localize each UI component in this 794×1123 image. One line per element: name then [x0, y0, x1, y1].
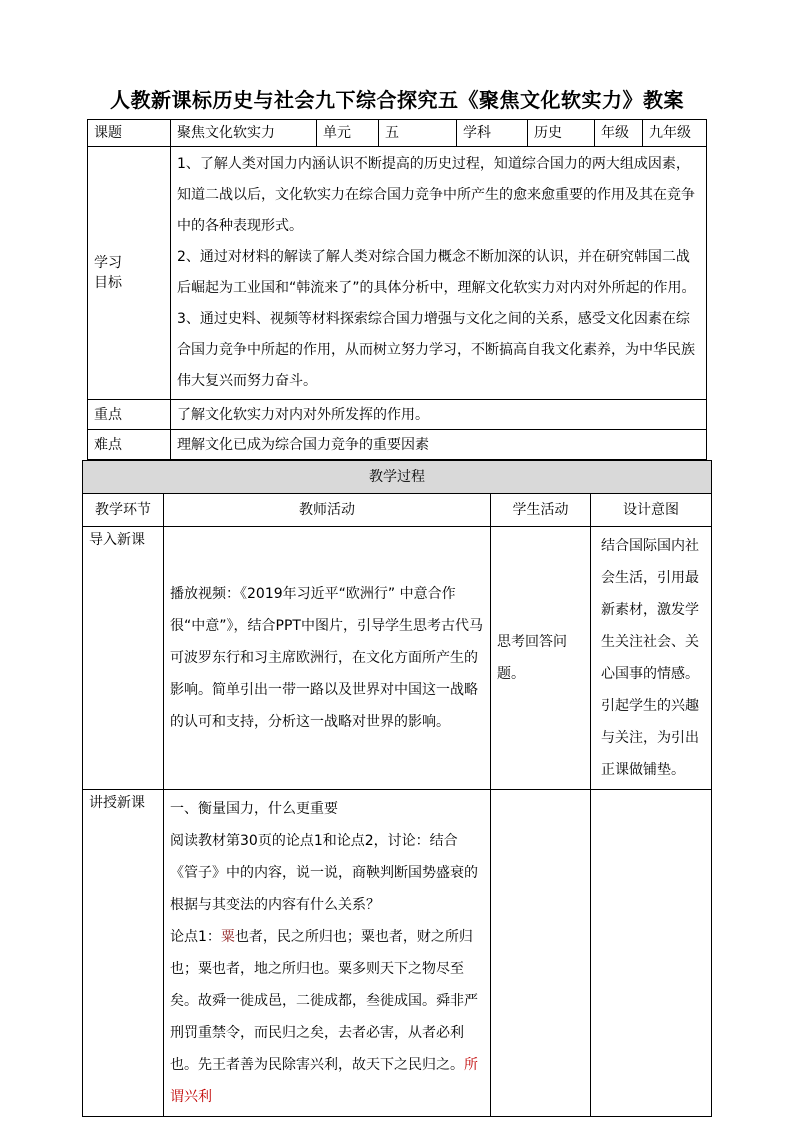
grade-label: 年级: [595, 120, 643, 147]
lecture-row: [83, 790, 712, 1117]
intro-design-intent: 结合国际国内社会生活，引用最新素材，激发学生关注社会、关心国事的情感。引起学生的兴趣与关注，为引出正课做铺垫。: [591, 527, 712, 790]
header-design: 设计意图: [591, 494, 712, 527]
document-title: 人教新课标历史与社会九下综合探究五《聚焦文化软实力》教案: [110, 88, 684, 112]
key-point-label: 重点: [88, 400, 171, 430]
objective-item: 3、通过史料、视频等材料探索综合国力增强与文化之间的关系，感受文化因素在综合国力竞争中所起的作用，从而树立努力学习，不断搞高自我文化素养，为中华民族伟大复兴而努力奋斗。: [177, 311, 695, 389]
lecture-heading: 一、衡量国力，什么更重要: [170, 801, 338, 817]
objectives-content: [171, 147, 707, 400]
point-keyword: 粟: [220, 929, 235, 945]
info-row: [88, 120, 707, 147]
subject-label: 学科: [457, 120, 528, 147]
difficult-point-row: [88, 430, 707, 460]
objectives-label: [88, 147, 171, 400]
objective-item: 2、通过对材料的解读了解人类对综合国力概念不断加深的认识，并在研究韩国二战后崛起为工业国和“韩流来了”的具体分析中，理解文化软实力对内对外所起的作用。: [177, 249, 696, 296]
header-student: 学生活动: [491, 494, 591, 527]
lesson-info-table: [87, 119, 707, 460]
key-point-row: [88, 400, 707, 430]
process-title: 教学过程: [83, 461, 712, 494]
teaching-process-table: [82, 460, 712, 1117]
lecture-design-intent: [591, 790, 712, 1117]
subject-value: 历史: [528, 120, 595, 147]
point-tail: 所谓兴利: [170, 1057, 478, 1105]
intro-stage: 导入新课: [83, 527, 164, 790]
intro-row: [83, 527, 712, 790]
key-point-value: 了解文化软实力对内对外所发挥的作用。: [171, 400, 707, 430]
objectives-label-line: 学习: [94, 255, 122, 271]
lecture-student-activity: [491, 790, 591, 1117]
objective-item: 1、了解人类对国力内涵认识不断提高的历史过程，知道综合国力的两大组成因素，知道二战以后，文化软实力在综合国力竞争中所产生的愈来愈重要的作用及其在竞争中的各种表现形式。: [177, 156, 695, 234]
lecture-task: 阅读教材第30页的论点1和论点2，讨论：结合《管子》中的内容，说一说，商鞅判断国势盛衰的根据与其变法的内容有什么关系？: [170, 833, 478, 913]
topic-label: 课题: [88, 120, 171, 147]
intro-student-activity: 思考回答问题。: [491, 527, 591, 790]
topic-value: 聚焦文化软实力: [171, 120, 317, 147]
process-title-row: [83, 461, 712, 494]
lecture-stage: 讲授新课: [83, 790, 164, 1117]
header-stage: 教学环节: [83, 494, 164, 527]
unit-label: 单元: [317, 120, 379, 147]
point-body: 也者，民之所归也；粟也者，财之所归也；粟也者，地之所归也。粟多则天下之物尽至矣。故舜一徙成邑，二徙成都，叁徙成国。舜非严刑罚重禁令，而民归之矣，去者必害，从者必利也。先王者善为民除害兴利，故天下之民归之。: [170, 929, 478, 1073]
difficult-point-value: 理解文化已成为综合国力竞争的重要因素: [171, 430, 707, 460]
objectives-row: [88, 147, 707, 400]
objectives-label-line: 目标: [94, 275, 122, 291]
unit-value: 五: [379, 120, 457, 147]
process-header-row: [83, 494, 712, 527]
point-prefix: 论点1：: [170, 929, 221, 945]
lecture-point: [170, 921, 484, 1113]
lecture-teacher-activity: [164, 790, 491, 1117]
grade-value: 九年级: [643, 120, 707, 147]
intro-teacher-activity: 播放视频：《2019年习近平“欧洲行” 中意合作很“中意”》，结合PPT中图片，引导学生思考古代马可波罗东行和习主席欧洲行，在文化方面所产生的影响。简单引出一带一路以及世界对中国这一战略的认可和支持，分析这一战略对世界的影响。: [164, 527, 491, 790]
header-teacher: 教师活动: [164, 494, 491, 527]
difficult-point-label: 难点: [88, 430, 171, 460]
